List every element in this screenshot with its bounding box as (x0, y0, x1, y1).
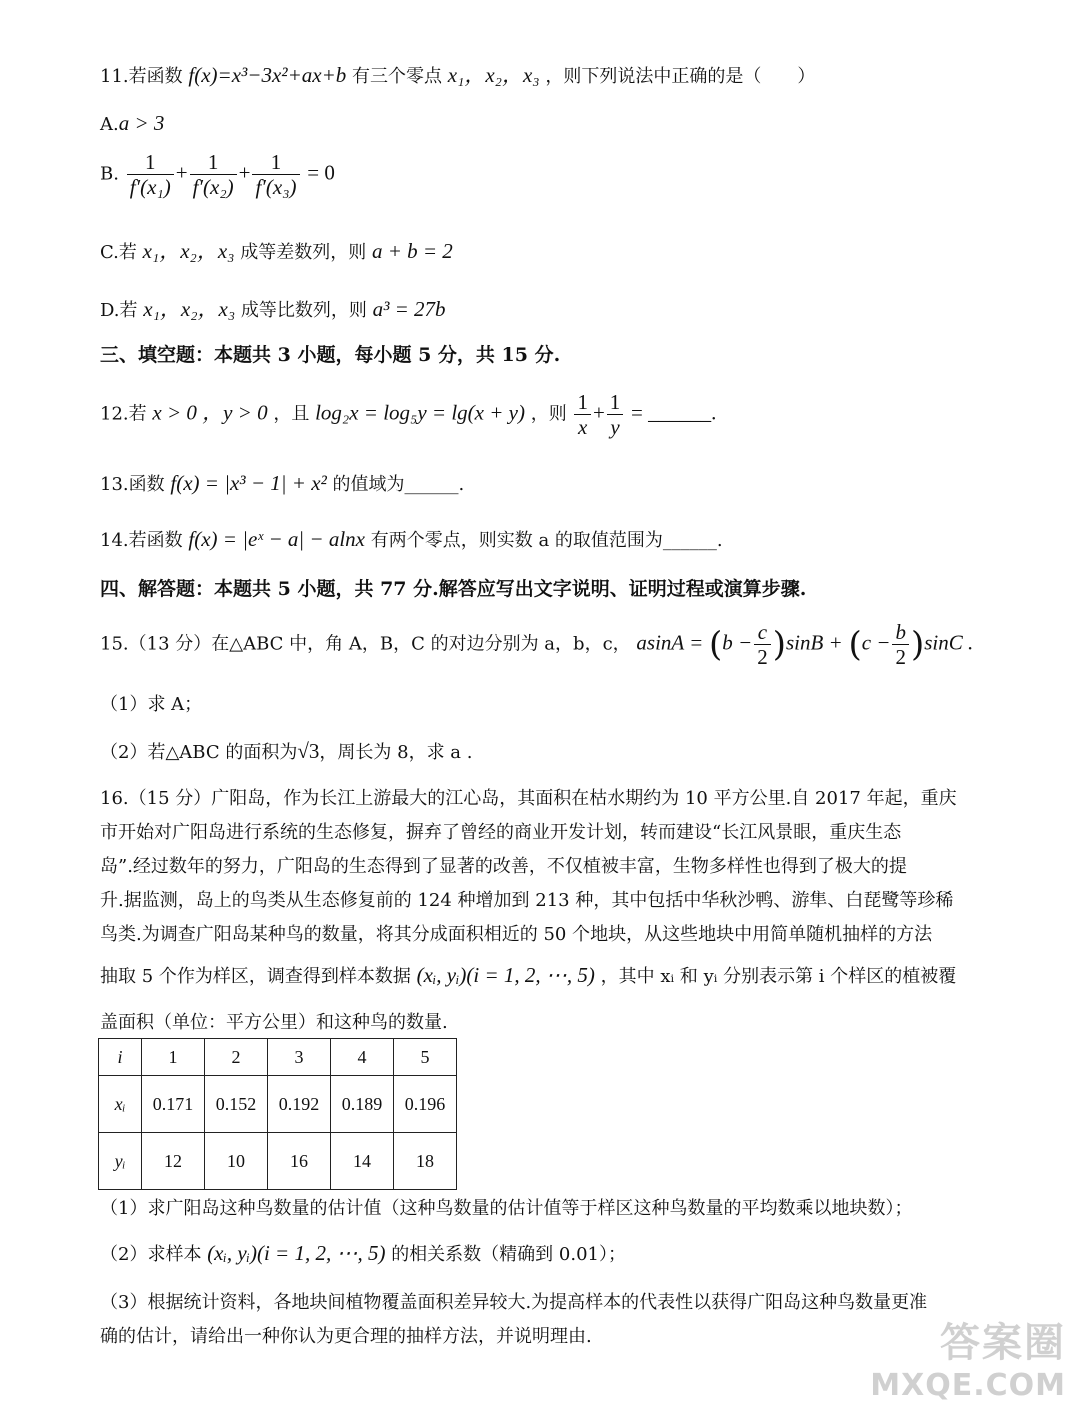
table-cell: 18 (394, 1133, 457, 1190)
q11-option-d (100, 296, 446, 324)
table-row-y (99, 1133, 457, 1190)
option-b-frac-3: $\frac{1}{\text{f′(x₃)}}$ (252, 150, 299, 199)
option-d-mid: 成等比数列，则 (240, 300, 367, 321)
table-cell: 0.189 (331, 1076, 394, 1133)
q16-sub-3b: 确的估计，请给出一种你认为更合理的抽样方法，并说明理由. (100, 1326, 592, 1347)
q15-part-2 (100, 738, 472, 766)
q12-cond: x > 0 ，y > 0 (152, 400, 268, 425)
option-c-pre: C.若 (100, 242, 137, 263)
table-cell: 0.192 (268, 1076, 331, 1133)
table-cell: xᵢ (99, 1076, 142, 1133)
q16-sub-2 (100, 1240, 626, 1268)
table-cell: 16 (268, 1133, 331, 1190)
q16-sub2-notation: (xᵢ, yᵢ)(i = 1, 2, ⋯, 5) (207, 1241, 386, 1265)
table-cell: 10 (205, 1133, 268, 1190)
q16-para-5: 鸟类.为调查广阳岛某种鸟的数量，将其分成面积相近的 50 个地块，从这些地块中用简单随机抽样的方法 (100, 924, 933, 945)
q16-para-6 (100, 962, 956, 990)
option-a-text: a > 3 (118, 111, 165, 135)
table-cell: 0.152 (205, 1076, 268, 1133)
option-b-frac-1: $\frac{1}{\text{f′(x₁)}}$ (127, 150, 174, 199)
table-cell: 1 (142, 1039, 205, 1076)
q16-sub-1: （1）求广阳岛这种鸟数量的估计值（这种鸟数量的估计值等于样区这种鸟数量的平均数乘以地块数）； (100, 1198, 913, 1219)
option-c-roots: x₁，x₂，x₃ (142, 239, 235, 263)
table-cell: yᵢ (99, 1133, 142, 1190)
q11-option-a (100, 110, 164, 138)
watermark-logo (870, 1311, 1066, 1403)
option-b-frac-2: $\frac{1}{\text{f′(x₂)}}$ (190, 150, 237, 199)
q16-sub-3a: （3）根据统计资料，各地块间植物覆盖面积差异较大.为提高样本的代表性以获得广阳岛这种鸟数量更准 (100, 1292, 928, 1313)
q15-p2-post: sinC . (924, 630, 974, 655)
q15-part2-post: ，周长为 8，求 a . (319, 742, 473, 763)
table-cell: 5 (394, 1039, 457, 1076)
q13 (100, 470, 464, 498)
table-cell: 3 (268, 1039, 331, 1076)
q13-post: 的值域为______. (332, 474, 465, 495)
q11-stem-post: ，则下列说法中正确的是（ ） (545, 66, 816, 87)
watermark-url: MXQE.COM (870, 1368, 1066, 1403)
q15-stem: 15.（13 分）在△ABC 中，角 A，B，C 的对边分别为 a，b，c， asinA = (b − $\frac{c}{2}$ )sinB + (c − $\frac{b}{2}$ )sinC . (100, 620, 974, 669)
q16-para-2: 市开始对广阳岛进行系统的生态修复，摒弃了曾经的商业开发计划，转而建设“长江风景眼，重庆生态 (100, 822, 902, 843)
q16-para6-pre: 抽取 5 个作为样区，调查得到样本数据 (100, 966, 411, 987)
q11-stem-pre: 11.若函数 (100, 66, 183, 87)
q14 (100, 526, 723, 554)
q12-answer-blank: = ______. (631, 400, 717, 425)
q15-part-1: （1）求 A； (100, 694, 203, 715)
q14-post: 有两个零点，则实数 a 的取值范围为______. (370, 530, 723, 551)
q15-part2-pre: （2）若△ABC 的面积为 (100, 742, 298, 763)
table-cell: 4 (331, 1039, 394, 1076)
q15-p2-pre: c − (861, 630, 891, 655)
q15-lhs: asinA = (636, 630, 704, 655)
q12: 12.若 x > 0 ，y > 0 ，且 log₂x = log₅y = lg(x + y) ，则 $\frac{1}{x}$ + $\frac{1}{y}$ = ______. (100, 390, 717, 439)
watermark-cn: 答案圈 (940, 1320, 1066, 1366)
q15-p1-pre: b − (722, 630, 753, 655)
q11-stem (100, 62, 815, 90)
q16-para6-post: ，其中 xᵢ 和 yᵢ 分别表示第 i 个样区的植被覆 (600, 966, 957, 987)
option-d-eq: a³ = 27b (372, 297, 446, 321)
q15-frac-c-over-2: $\frac{c}{2}$ (754, 620, 771, 669)
q12-pre: 12.若 (100, 403, 147, 425)
q11-formula: f(x)=x³−3x²+ax+b (188, 63, 347, 87)
q14-formula: f(x) = |eˣ − a| − alnx (188, 527, 365, 551)
q15-p1-post: sinB + (785, 630, 843, 655)
q14-pre: 14.若函数 (100, 530, 183, 551)
q11-option-b: B. $\frac{1}{\text{f′(x₁)}}$ + $\frac{1}{\text{f′(x₂)}}$ + $\frac{1}{\text{f′(x₃)}}$ = 0 (100, 150, 335, 199)
q12-then: ，则 (530, 403, 567, 425)
option-d-pre: D.若 (100, 300, 138, 321)
option-c-eq: a + b = 2 (371, 239, 453, 263)
table-cell: i (99, 1039, 142, 1076)
option-c-mid: 成等差数列，则 (240, 242, 367, 263)
q11-option-c (100, 238, 453, 266)
q16-sub2-post: 的相关系数（精确到 0.01）； (391, 1244, 626, 1265)
q15-frac-b-over-2: $\frac{b}{2}$ (892, 620, 909, 669)
q16-para-7: 盖面积（单位：平方公里）和这种鸟的数量. (100, 1012, 448, 1033)
table-cell: 2 (205, 1039, 268, 1076)
table-cell: 12 (142, 1133, 205, 1190)
section-4-heading: 四、解答题：本题共 5 小题，共 77 分.解答应写出文字说明、证明过程或演算步骤. (100, 578, 807, 600)
q12-frac-1: $\frac{1}{x}$ (574, 390, 591, 439)
q16-para-1: 16.（15 分）广阳岛，作为长江上游最大的江心岛，其面积在枯水期约为 10 平方公里.自 2017 年起，重庆 (100, 788, 957, 809)
q16-para-4: 升.据监测，岛上的鸟类从生态修复前的 124 种增加到 213 种，其中包括中华秋沙鸭、游隼、白琵鹭等珍稀 (100, 890, 954, 911)
q11-roots: x₁，x₂，x₃ (447, 63, 540, 87)
section-3-heading: 三、填空题：本题共 3 小题，每小题 5 分，共 15 分. (100, 344, 561, 366)
table-cell: 0.196 (394, 1076, 457, 1133)
table-cell: 14 (331, 1133, 394, 1190)
table-row-x (99, 1076, 457, 1133)
option-b-tail: = 0 (307, 160, 335, 185)
table-row-header (99, 1039, 457, 1076)
q15-pre: 15.（13 分）在△ABC 中，角 A，B，C 的对边分别为 a，b，c， (100, 633, 631, 655)
q13-formula: f(x) = |x³ − 1| + x² (170, 471, 327, 495)
q16-para-3: 岛”.经过数年的努力，广阳岛的生态得到了显著的改善，不仅植被丰富，生物多样性也得到了极大的提 (100, 856, 907, 877)
q12-equation: log₂x = log₅y = lg(x + y) (315, 400, 525, 425)
q12-frac-2: $\frac{1}{y}$ (607, 390, 624, 439)
q11-stem-mid: 有三个零点 (352, 66, 442, 87)
option-d-roots: x₁，x₂，x₃ (143, 297, 236, 321)
q16-sample-notation: (xᵢ, yᵢ)(i = 1, 2, ⋯, 5) (416, 963, 595, 987)
q15-part2-val: √3 (297, 739, 320, 763)
q16-sub2-pre: （2）求样本 (100, 1244, 202, 1265)
q13-pre: 13.函数 (100, 474, 165, 495)
q16-data-table (98, 1038, 457, 1190)
option-b-label: B. (100, 163, 119, 185)
table-cell: 0.171 (142, 1076, 205, 1133)
q12-mid: ，且 (273, 403, 310, 425)
option-a-label: A. (100, 114, 119, 135)
